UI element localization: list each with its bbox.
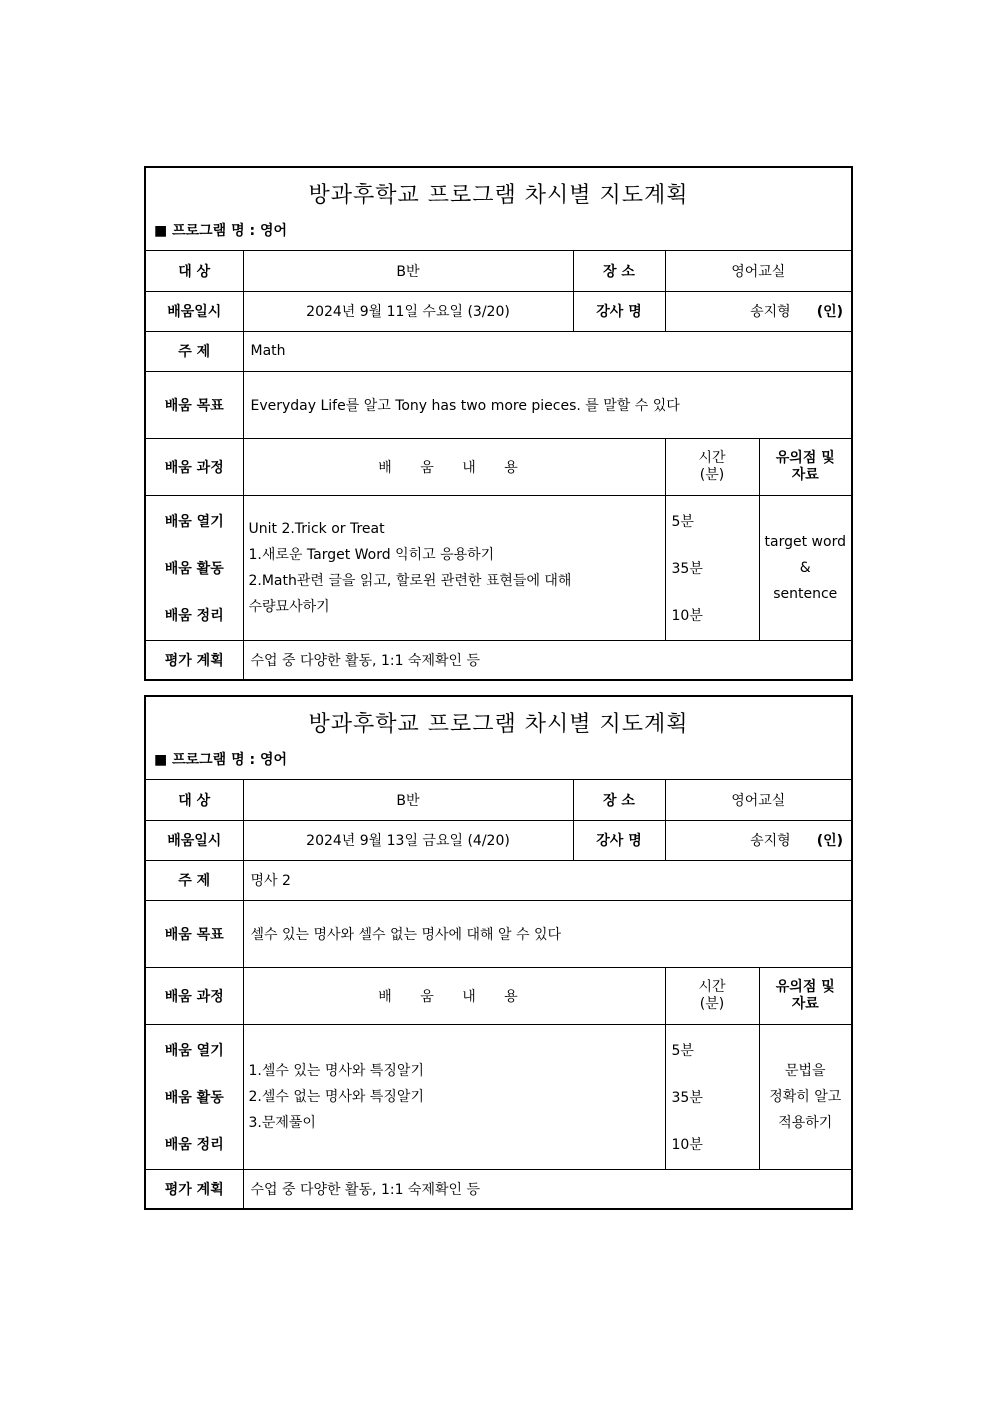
plan-header (146, 697, 851, 780)
content-lines (244, 516, 665, 620)
goal-value: Everyday Life를 알고 Tony has two more pieces. 를 말할 수 있다 (243, 371, 851, 438)
notes-header: 유의점 및 자료 (759, 967, 851, 1024)
steps-cell (146, 495, 243, 640)
notes-cell (759, 495, 851, 640)
step-label: 배움 활동 (164, 560, 224, 577)
teacher-label: 강사 명 (573, 291, 665, 331)
time-value: 10분 (671, 1136, 703, 1153)
time-header: 시간 (분) (665, 967, 759, 1024)
time-value: 5분 (671, 513, 694, 530)
date-value: 2024년 9월 13일 금요일 (4/20) (243, 820, 573, 860)
plan-header (146, 168, 851, 251)
step-label: 배움 열기 (164, 1042, 224, 1059)
notes-lines (760, 1058, 852, 1136)
times-cell (665, 1024, 759, 1169)
steps-list (146, 511, 243, 625)
step-label: 배움 활동 (164, 1089, 224, 1106)
content-line: 3.문제풀이 (248, 1114, 316, 1131)
topic-value: 명사 2 (243, 860, 851, 900)
topic-value: Math (243, 331, 851, 371)
target-label: 대 상 (146, 251, 243, 291)
times-list (666, 1040, 759, 1154)
content-line: 1.셀수 있는 명사와 특징알기 (248, 1062, 424, 1079)
time-value: 35분 (671, 1089, 703, 1106)
note-line: & (799, 559, 811, 576)
teacher-cell (665, 291, 851, 331)
content-line: 2.Math관련 글을 읽고, 할로윈 관련한 표현들에 대해 (248, 572, 572, 589)
plan-table (146, 780, 851, 1208)
teacher-name: 송지형 (750, 833, 791, 849)
content-line: 2.셀수 없는 명사와 특징알기 (248, 1088, 424, 1105)
topic-label: 주 제 (146, 331, 243, 371)
note-line: sentence (773, 585, 838, 602)
time-value: 10분 (671, 607, 703, 624)
time-value: 35분 (671, 560, 703, 577)
times-list (666, 511, 759, 625)
eval-value: 수업 중 다양한 활동, 1:1 숙제확인 등 (243, 1169, 851, 1208)
target-value: B반 (243, 251, 573, 291)
note-line: 정확히 알고 (769, 1088, 842, 1105)
time-value: 5분 (671, 1042, 694, 1059)
teacher-cell (665, 820, 851, 860)
plan-title: 방과후학교 프로그램 차시별 지도계획 (308, 183, 689, 208)
content-cell (243, 495, 665, 640)
note-line: target word (764, 533, 846, 550)
step-label: 배움 정리 (164, 1136, 224, 1153)
seal-mark: (인) (816, 304, 844, 320)
lesson-plan (144, 695, 853, 1210)
program-name: ■ 프로그램 명 : 영어 (154, 752, 287, 768)
notes-cell (759, 1024, 851, 1169)
date-label: 배움일시 (146, 291, 243, 331)
notes-header: 유의점 및 자료 (759, 438, 851, 495)
steps-cell (146, 1024, 243, 1169)
plan-table (146, 251, 851, 679)
place-value: 영어교실 (665, 251, 851, 291)
eval-label: 평가 계획 (146, 1169, 243, 1208)
date-label: 배움일시 (146, 820, 243, 860)
content-line: Unit 2.Trick or Treat (248, 520, 385, 537)
place-label: 장 소 (573, 251, 665, 291)
process-label: 배움 과정 (146, 438, 243, 495)
teacher-label: 강사 명 (573, 820, 665, 860)
program-name: ■ 프로그램 명 : 영어 (154, 223, 287, 239)
step-label: 배움 열기 (164, 513, 224, 530)
step-label: 배움 정리 (164, 607, 224, 624)
times-cell (665, 495, 759, 640)
place-label: 장 소 (573, 780, 665, 820)
notes-lines (760, 529, 852, 607)
content-line: 1.새로운 Target Word 익히고 응용하기 (248, 546, 495, 563)
content-line: 수량묘사하기 (248, 598, 330, 615)
eval-label: 평가 계획 (146, 640, 243, 679)
goal-value: 셀수 있는 명사와 셀수 없는 명사에 대해 알 수 있다 (243, 900, 851, 967)
note-line: 적용하기 (778, 1114, 833, 1131)
content-header: 배 움 내 용 (243, 438, 665, 495)
process-label: 배움 과정 (146, 967, 243, 1024)
goal-label: 배움 목표 (146, 900, 243, 967)
content-cell (243, 1024, 665, 1169)
time-header: 시간 (분) (665, 438, 759, 495)
note-line: 문법을 (784, 1062, 826, 1079)
seal-mark: (인) (816, 833, 844, 849)
target-value: B반 (243, 780, 573, 820)
content-header: 배 움 내 용 (243, 967, 665, 1024)
place-value: 영어교실 (665, 780, 851, 820)
topic-label: 주 제 (146, 860, 243, 900)
plan-title: 방과후학교 프로그램 차시별 지도계획 (308, 712, 689, 737)
steps-list (146, 1040, 243, 1154)
target-label: 대 상 (146, 780, 243, 820)
eval-value: 수업 중 다양한 활동, 1:1 숙제확인 등 (243, 640, 851, 679)
lesson-plan (144, 166, 853, 681)
date-value: 2024년 9월 11일 수요일 (3/20) (243, 291, 573, 331)
content-lines (244, 1058, 665, 1136)
goal-label: 배움 목표 (146, 371, 243, 438)
teacher-name: 송지형 (750, 304, 791, 320)
